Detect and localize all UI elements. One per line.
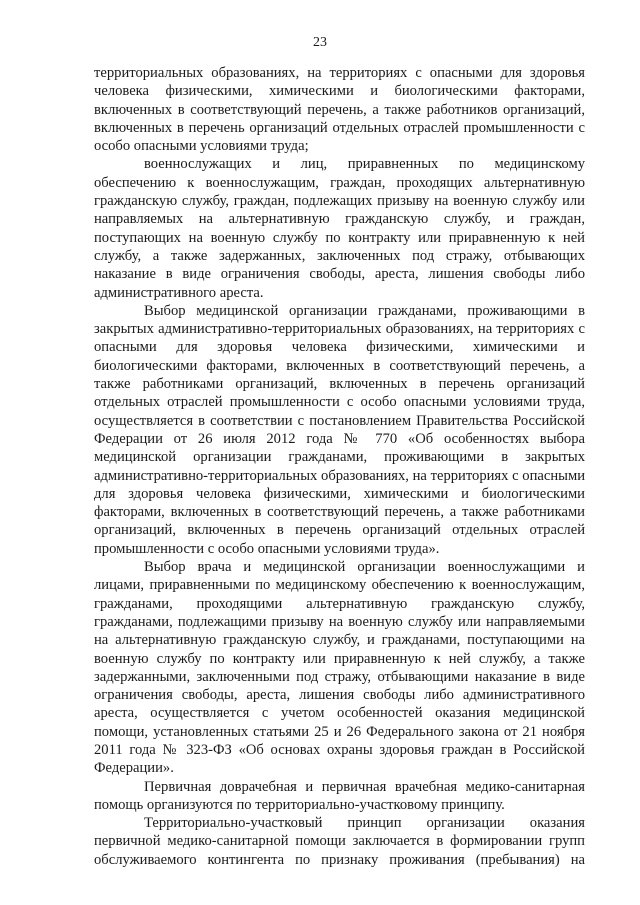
paragraph-2: военнослужащих и лиц, приравненных по медицинскому обеспечению к военнослужащим, граждан, проходящих альтернативную гражданскую службу, граждан, подлежащих призыву на военную службу или направляемых на альтернативную гражданскую службу, и граждан, поступающих на военную службу по контракту или приравненную к ней службу, а также задержанных, заключенных под стражу, отбывающих наказание в виде ограничения свободы, ареста, лишения свободы либо административного ареста.: [94, 156, 585, 301]
document-body: [94, 64, 585, 869]
paragraph-1: территориальных образованиях, на территориях с опасными для здоровья человека физическими, химическими и биологическими факторами, включенных в соответствующий перечень, а также работников организаций, включенных в перечень организаций отдельных отраслей промышленности с особо опасными условиями труда;: [94, 65, 585, 155]
page-number: 23: [313, 35, 327, 50]
paragraph-3: Выбор медицинской организации гражданами, проживающими в закрытых административно-территориальных образованиях, на территориях с опасными для здоровья человека физическими, химическими и биологическими факторами, включенных в соответствующий перечень, а также работниками организаций, включенных в перечень организаций отдельных отраслей промышленности с особо опасными условиями труда, осуществляется в соответствии с постановлением Правительства Российской Федерации от 26 июля 2012 года № 770 «Об особенностях выбора медицинской организации гражданами, проживающими в закрытых административно-территориальных образованиях, на территориях с опасными для здоровья человека физическими, химическими и биологическими факторами, включенных в соответствующий перечень, а также работниками организаций, включенных в перечень организаций отдельных отраслей промышленности с особо опасными условиями труда».: [94, 302, 585, 557]
paragraph-6: Территориально-участковый принцип организации оказания первичной медико-санитарной помощи заключается в формировании групп обслуживаемого контингента по признаку проживания (пребывания) на: [94, 815, 585, 868]
paragraph-4: Выбор врача и медицинской организации военнослужащими и лицами, приравненными по медицинскому обеспечению к военнослужащим, гражданами, проходящими альтернативную гражданскую службу, гражданами, подлежащими призыву на военную службу или направляемыми на альтернативную гражданскую службу, и гражданами, поступающими на военную службу по контракту или приравненную к ней службу, а также задержанными, заключенными под стражу, отбывающими наказание в виде ограничения свободы, ареста, лишения свободы либо административного ареста, осуществляется с учетом особенностей оказания медицинской помощи, установленных статьями 25 и 26 Федерального закона от 21 ноября 2011 года № 323-ФЗ «Об основах охраны здоровья граждан в Российской Федерации».: [94, 559, 585, 777]
paragraph-5: Первичная доврачебная и первичная врачебная медико-санитарная помощь организуются по территориально-участковому принципу.: [94, 778, 585, 813]
